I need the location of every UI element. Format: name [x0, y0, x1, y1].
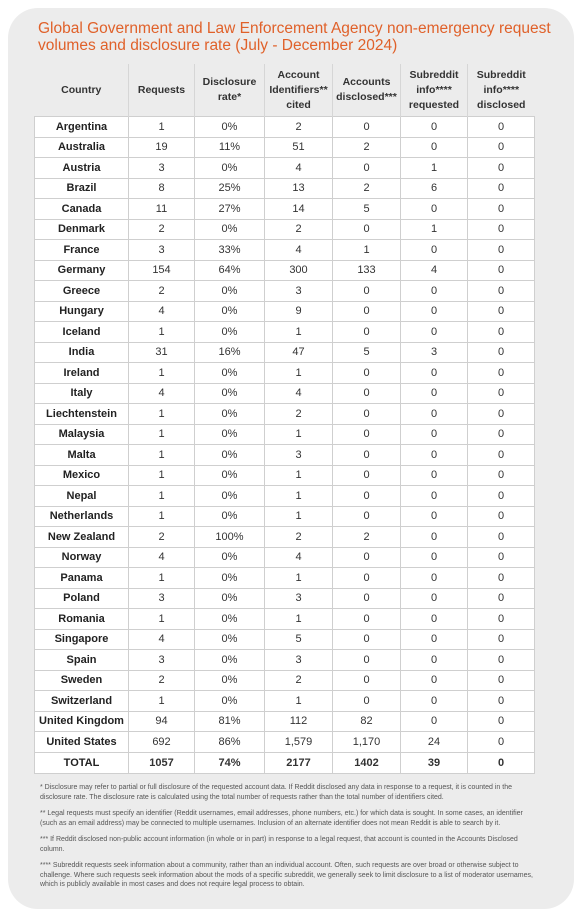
cell-account-identifiers: 1 [265, 506, 333, 527]
table-row [35, 178, 535, 199]
cell-disclosure-rate: 0% [195, 465, 265, 486]
cell-country: Brazil [35, 178, 129, 199]
cell-disclosure-rate: 0% [195, 445, 265, 466]
cell-country: Mexico [35, 465, 129, 486]
cell-country: Malaysia [35, 424, 129, 445]
cell-subreddit-disclosed: 0 [468, 240, 535, 261]
cell-subreddit-disclosed: 0 [468, 199, 535, 220]
cell-accounts-disclosed: 0 [333, 568, 401, 589]
cell-subreddit-disclosed: 0 [468, 588, 535, 609]
cell-accounts-disclosed: 0 [333, 322, 401, 343]
cell-subreddit-requested: 0 [401, 465, 468, 486]
cell-subreddit-disclosed: 0 [468, 424, 535, 445]
cell-subreddit-requested: 0 [401, 424, 468, 445]
cell-subreddit-requested: 0 [401, 322, 468, 343]
cell-account-identifiers: 3 [265, 650, 333, 671]
cell-account-identifiers: 3 [265, 588, 333, 609]
cell-country: Hungary [35, 301, 129, 322]
table-row [35, 691, 535, 712]
cell-subreddit-disclosed: 0 [468, 568, 535, 589]
table-row [35, 404, 535, 425]
cell-subreddit-requested: 0 [401, 670, 468, 691]
cell-subreddit-disclosed: 0 [468, 752, 535, 773]
cell-country: Switzerland [35, 691, 129, 712]
cell-subreddit-disclosed: 0 [468, 465, 535, 486]
cell-account-identifiers: 2 [265, 117, 333, 138]
cell-country: Netherlands [35, 506, 129, 527]
table-row [35, 219, 535, 240]
cell-account-identifiers: 4 [265, 383, 333, 404]
cell-account-identifiers: 2177 [265, 752, 333, 773]
cell-requests: 4 [129, 301, 195, 322]
cell-subreddit-requested: 0 [401, 445, 468, 466]
cell-disclosure-rate: 0% [195, 547, 265, 568]
cell-accounts-disclosed: 0 [333, 588, 401, 609]
cell-subreddit-requested: 0 [401, 629, 468, 650]
table-row [35, 424, 535, 445]
table-row [35, 609, 535, 630]
cell-country: Denmark [35, 219, 129, 240]
table-row [35, 732, 535, 753]
cell-disclosure-rate: 0% [195, 424, 265, 445]
cell-accounts-disclosed: 1 [333, 240, 401, 261]
cell-subreddit-requested: 0 [401, 588, 468, 609]
cell-requests: 4 [129, 547, 195, 568]
cell-country: Iceland [35, 322, 129, 343]
cell-requests: 2 [129, 670, 195, 691]
cell-accounts-disclosed: 82 [333, 711, 401, 732]
cell-account-identifiers: 2 [265, 404, 333, 425]
cell-requests: 1 [129, 363, 195, 384]
cell-account-identifiers: 1 [265, 424, 333, 445]
cell-account-identifiers: 51 [265, 137, 333, 158]
cell-requests: 1 [129, 117, 195, 138]
cell-disclosure-rate: 0% [195, 363, 265, 384]
cell-accounts-disclosed: 133 [333, 260, 401, 281]
table-row [35, 547, 535, 568]
cell-requests: 1 [129, 445, 195, 466]
cell-subreddit-disclosed: 0 [468, 342, 535, 363]
cell-country: Malta [35, 445, 129, 466]
cell-subreddit-disclosed: 0 [468, 281, 535, 302]
cell-country: New Zealand [35, 527, 129, 548]
header-account-identifiers: Account Identifiers** cited [265, 64, 333, 117]
cell-accounts-disclosed: 0 [333, 158, 401, 179]
cell-account-identifiers: 9 [265, 301, 333, 322]
page-title: Global Government and Law Enforcement Agency non-emergency request volumes and disclosure rate (July - December 2024) [38, 20, 551, 54]
cell-requests: 1 [129, 691, 195, 712]
table-row [35, 486, 535, 507]
cell-requests: 692 [129, 732, 195, 753]
cell-subreddit-requested: 0 [401, 486, 468, 507]
table-row [35, 629, 535, 650]
table-row [35, 650, 535, 671]
cell-country: Nepal [35, 486, 129, 507]
cell-accounts-disclosed: 0 [333, 691, 401, 712]
cell-country: Ireland [35, 363, 129, 384]
cell-account-identifiers: 300 [265, 260, 333, 281]
cell-country: Sweden [35, 670, 129, 691]
cell-requests: 31 [129, 342, 195, 363]
cell-disclosure-rate: 74% [195, 752, 265, 773]
cell-disclosure-rate: 0% [195, 158, 265, 179]
cell-account-identifiers: 1 [265, 691, 333, 712]
cell-subreddit-disclosed: 0 [468, 178, 535, 199]
cell-country: Norway [35, 547, 129, 568]
cell-country: United States [35, 732, 129, 753]
table-row [35, 322, 535, 343]
cell-account-identifiers: 1 [265, 465, 333, 486]
header-requests: Requests [129, 64, 195, 117]
cell-disclosure-rate: 0% [195, 691, 265, 712]
cell-subreddit-disclosed: 0 [468, 506, 535, 527]
cell-subreddit-disclosed: 0 [468, 445, 535, 466]
cell-country: Canada [35, 199, 129, 220]
table-row [35, 281, 535, 302]
cell-subreddit-disclosed: 0 [468, 363, 535, 384]
table-row [35, 568, 535, 589]
cell-disclosure-rate: 33% [195, 240, 265, 261]
cell-subreddit-requested: 0 [401, 281, 468, 302]
cell-account-identifiers: 2 [265, 670, 333, 691]
cell-country: Australia [35, 137, 129, 158]
cell-disclosure-rate: 0% [195, 650, 265, 671]
cell-accounts-disclosed: 0 [333, 547, 401, 568]
cell-accounts-disclosed: 5 [333, 342, 401, 363]
cell-accounts-disclosed: 0 [333, 445, 401, 466]
cell-account-identifiers: 13 [265, 178, 333, 199]
cell-disclosure-rate: 0% [195, 219, 265, 240]
table-row [35, 363, 535, 384]
cell-account-identifiers: 1 [265, 363, 333, 384]
cell-account-identifiers: 2 [265, 527, 333, 548]
cell-disclosure-rate: 0% [195, 322, 265, 343]
cell-accounts-disclosed: 0 [333, 465, 401, 486]
cell-requests: 1 [129, 609, 195, 630]
cell-country: Romania [35, 609, 129, 630]
cell-accounts-disclosed: 0 [333, 670, 401, 691]
cell-subreddit-disclosed: 0 [468, 670, 535, 691]
cell-country: India [35, 342, 129, 363]
footnote: ** Legal requests must specify an identifier (Reddit usernames, email addresses, phone numbers, etc.) for which data is sought. In some cases, an identifier (such as an email address) may be connected to multiple usernames. Inclusion of an alternate identifier does not mean Reddit is able to search by it. [40, 810, 523, 827]
cell-subreddit-disclosed: 0 [468, 219, 535, 240]
cell-requests: 1 [129, 568, 195, 589]
cell-subreddit-disclosed: 0 [468, 527, 535, 548]
cell-subreddit-requested: 24 [401, 732, 468, 753]
cell-subreddit-disclosed: 0 [468, 609, 535, 630]
cell-disclosure-rate: 0% [195, 609, 265, 630]
table-row [35, 240, 535, 261]
cell-subreddit-requested: 0 [401, 199, 468, 220]
cell-subreddit-disclosed: 0 [468, 137, 535, 158]
cell-subreddit-disclosed: 0 [468, 301, 535, 322]
cell-subreddit-disclosed: 0 [468, 117, 535, 138]
cell-account-identifiers: 2 [265, 219, 333, 240]
cell-requests: 3 [129, 650, 195, 671]
header-subreddit-disclosed: Subreddit info**** disclosed [468, 64, 535, 117]
cell-accounts-disclosed: 0 [333, 609, 401, 630]
cell-disclosure-rate: 0% [195, 568, 265, 589]
cell-account-identifiers: 3 [265, 281, 333, 302]
cell-subreddit-requested: 0 [401, 609, 468, 630]
table-row [35, 383, 535, 404]
cell-disclosure-rate: 11% [195, 137, 265, 158]
table-row [35, 711, 535, 732]
cell-subreddit-requested: 0 [401, 117, 468, 138]
cell-requests: 3 [129, 240, 195, 261]
cell-requests: 2 [129, 281, 195, 302]
cell-requests: 94 [129, 711, 195, 732]
cell-requests: 1 [129, 322, 195, 343]
table-row [35, 301, 535, 322]
cell-country: Singapore [35, 629, 129, 650]
cell-accounts-disclosed: 1402 [333, 752, 401, 773]
cell-subreddit-disclosed: 0 [468, 629, 535, 650]
cell-accounts-disclosed: 0 [333, 383, 401, 404]
cell-subreddit-disclosed: 0 [468, 691, 535, 712]
table-row [35, 670, 535, 691]
cell-subreddit-requested: 39 [401, 752, 468, 773]
cell-account-identifiers: 112 [265, 711, 333, 732]
cell-subreddit-requested: 0 [401, 240, 468, 261]
cell-country: Argentina [35, 117, 129, 138]
table-row [35, 260, 535, 281]
cell-account-identifiers: 4 [265, 158, 333, 179]
cell-disclosure-rate: 0% [195, 281, 265, 302]
cell-subreddit-requested: 4 [401, 260, 468, 281]
table-row [35, 117, 535, 138]
cell-subreddit-requested: 0 [401, 404, 468, 425]
table-row [35, 199, 535, 220]
cell-account-identifiers: 4 [265, 547, 333, 568]
cell-disclosure-rate: 81% [195, 711, 265, 732]
cell-country: United Kingdom [35, 711, 129, 732]
cell-country: Germany [35, 260, 129, 281]
cell-account-identifiers: 1,579 [265, 732, 333, 753]
table-row [35, 588, 535, 609]
footnotes [40, 783, 536, 897]
cell-accounts-disclosed: 0 [333, 650, 401, 671]
cell-subreddit-requested: 0 [401, 301, 468, 322]
cell-requests: 3 [129, 158, 195, 179]
table-row [35, 137, 535, 158]
cell-account-identifiers: 1 [265, 322, 333, 343]
cell-country: Austria [35, 158, 129, 179]
cell-account-identifiers: 1 [265, 609, 333, 630]
cell-subreddit-disclosed: 0 [468, 650, 535, 671]
cell-subreddit-requested: 0 [401, 383, 468, 404]
cell-country: France [35, 240, 129, 261]
cell-country: Liechtenstein [35, 404, 129, 425]
cell-requests: 1 [129, 404, 195, 425]
cell-disclosure-rate: 0% [195, 670, 265, 691]
cell-disclosure-rate: 0% [195, 117, 265, 138]
cell-subreddit-disclosed: 0 [468, 158, 535, 179]
cell-disclosure-rate: 0% [195, 486, 265, 507]
cell-requests: 1 [129, 486, 195, 507]
cell-account-identifiers: 3 [265, 445, 333, 466]
cell-country: Poland [35, 588, 129, 609]
cell-account-identifiers: 1 [265, 486, 333, 507]
cell-subreddit-requested: 0 [401, 547, 468, 568]
cell-subreddit-requested: 6 [401, 178, 468, 199]
cell-requests: 4 [129, 629, 195, 650]
cell-subreddit-disclosed: 0 [468, 711, 535, 732]
cell-requests: 19 [129, 137, 195, 158]
cell-subreddit-disclosed: 0 [468, 732, 535, 753]
cell-accounts-disclosed: 0 [333, 404, 401, 425]
cell-account-identifiers: 4 [265, 240, 333, 261]
cell-disclosure-rate: 0% [195, 404, 265, 425]
cell-disclosure-rate: 0% [195, 506, 265, 527]
cell-disclosure-rate: 16% [195, 342, 265, 363]
header-accounts-disclosed: Accounts disclosed*** [333, 64, 401, 117]
cell-requests: 8 [129, 178, 195, 199]
cell-accounts-disclosed: 0 [333, 219, 401, 240]
cell-subreddit-requested: 0 [401, 363, 468, 384]
cell-subreddit-disclosed: 0 [468, 486, 535, 507]
cell-subreddit-requested: 0 [401, 650, 468, 671]
cell-subreddit-requested: 1 [401, 219, 468, 240]
cell-requests: 4 [129, 383, 195, 404]
cell-accounts-disclosed: 0 [333, 281, 401, 302]
cell-subreddit-requested: 0 [401, 691, 468, 712]
cell-subreddit-disclosed: 0 [468, 404, 535, 425]
footnote: * Disclosure may refer to partial or full disclosure of the requested account data. If Reddit disclosed any data in response to a request, it is counted in the disclosure rate. The disclosure rate is calculated using the total number of requests rather than the total number of identifiers cited. [40, 784, 512, 801]
cell-accounts-disclosed: 0 [333, 486, 401, 507]
cell-disclosure-rate: 0% [195, 629, 265, 650]
cell-country: Greece [35, 281, 129, 302]
cell-subreddit-requested: 0 [401, 711, 468, 732]
table-row [35, 158, 535, 179]
cell-requests: 11 [129, 199, 195, 220]
cell-subreddit-disclosed: 0 [468, 260, 535, 281]
cell-subreddit-disclosed: 0 [468, 322, 535, 343]
cell-subreddit-requested: 0 [401, 568, 468, 589]
table-row [35, 342, 535, 363]
table-row [35, 445, 535, 466]
cell-accounts-disclosed: 0 [333, 363, 401, 384]
cell-subreddit-requested: 0 [401, 506, 468, 527]
table-body [35, 117, 535, 774]
cell-country: Spain [35, 650, 129, 671]
table-header-row [35, 64, 535, 117]
header-subreddit-requested: Subreddit info**** requested [401, 64, 468, 117]
cell-requests: 154 [129, 260, 195, 281]
cell-accounts-disclosed: 5 [333, 199, 401, 220]
cell-requests: 1 [129, 424, 195, 445]
cell-account-identifiers: 5 [265, 629, 333, 650]
cell-disclosure-rate: 64% [195, 260, 265, 281]
cell-subreddit-requested: 3 [401, 342, 468, 363]
total-row [35, 752, 535, 773]
cell-disclosure-rate: 100% [195, 527, 265, 548]
cell-disclosure-rate: 27% [195, 199, 265, 220]
cell-accounts-disclosed: 2 [333, 178, 401, 199]
cell-accounts-disclosed: 0 [333, 117, 401, 138]
cell-requests: 1 [129, 506, 195, 527]
table-row [35, 465, 535, 486]
cell-subreddit-disclosed: 0 [468, 547, 535, 568]
cell-accounts-disclosed: 0 [333, 506, 401, 527]
requests-table [34, 64, 535, 774]
cell-accounts-disclosed: 2 [333, 137, 401, 158]
cell-account-identifiers: 14 [265, 199, 333, 220]
cell-accounts-disclosed: 0 [333, 424, 401, 445]
table-row [35, 527, 535, 548]
cell-requests: 2 [129, 219, 195, 240]
cell-requests: 1 [129, 465, 195, 486]
cell-subreddit-requested: 0 [401, 137, 468, 158]
cell-requests: 3 [129, 588, 195, 609]
cell-country: TOTAL [35, 752, 129, 773]
cell-disclosure-rate: 0% [195, 301, 265, 322]
footnote: **** Subreddit requests seek information about a community, rather than an individual account. Often, such requests are over broad or otherwise subject to challenge. Where such requests seek information about the mods of a specific subreddit, we generally seek to limit disclosure to a list of moderator usernames, which is publicly available in most cases and does not require legal process to obtain. [40, 862, 533, 888]
cell-disclosure-rate: 0% [195, 383, 265, 404]
footnote: *** If Reddit disclosed non-public account information (in whole or in part) in response to a legal request, that account is counted in the Accounts Disclosed column. [40, 836, 518, 853]
cell-disclosure-rate: 25% [195, 178, 265, 199]
cell-subreddit-requested: 0 [401, 527, 468, 548]
cell-accounts-disclosed: 0 [333, 629, 401, 650]
cell-accounts-disclosed: 1,170 [333, 732, 401, 753]
header-disclosure-rate: Disclosure rate* [195, 64, 265, 117]
cell-country: Panama [35, 568, 129, 589]
cell-accounts-disclosed: 0 [333, 301, 401, 322]
cell-country: Italy [35, 383, 129, 404]
cell-disclosure-rate: 0% [195, 588, 265, 609]
cell-accounts-disclosed: 2 [333, 527, 401, 548]
cell-disclosure-rate: 86% [195, 732, 265, 753]
cell-account-identifiers: 47 [265, 342, 333, 363]
header-country: Country [61, 83, 102, 96]
cell-requests: 1057 [129, 752, 195, 773]
table-row [35, 506, 535, 527]
cell-requests: 2 [129, 527, 195, 548]
cell-subreddit-disclosed: 0 [468, 383, 535, 404]
cell-subreddit-requested: 1 [401, 158, 468, 179]
cell-account-identifiers: 1 [265, 568, 333, 589]
